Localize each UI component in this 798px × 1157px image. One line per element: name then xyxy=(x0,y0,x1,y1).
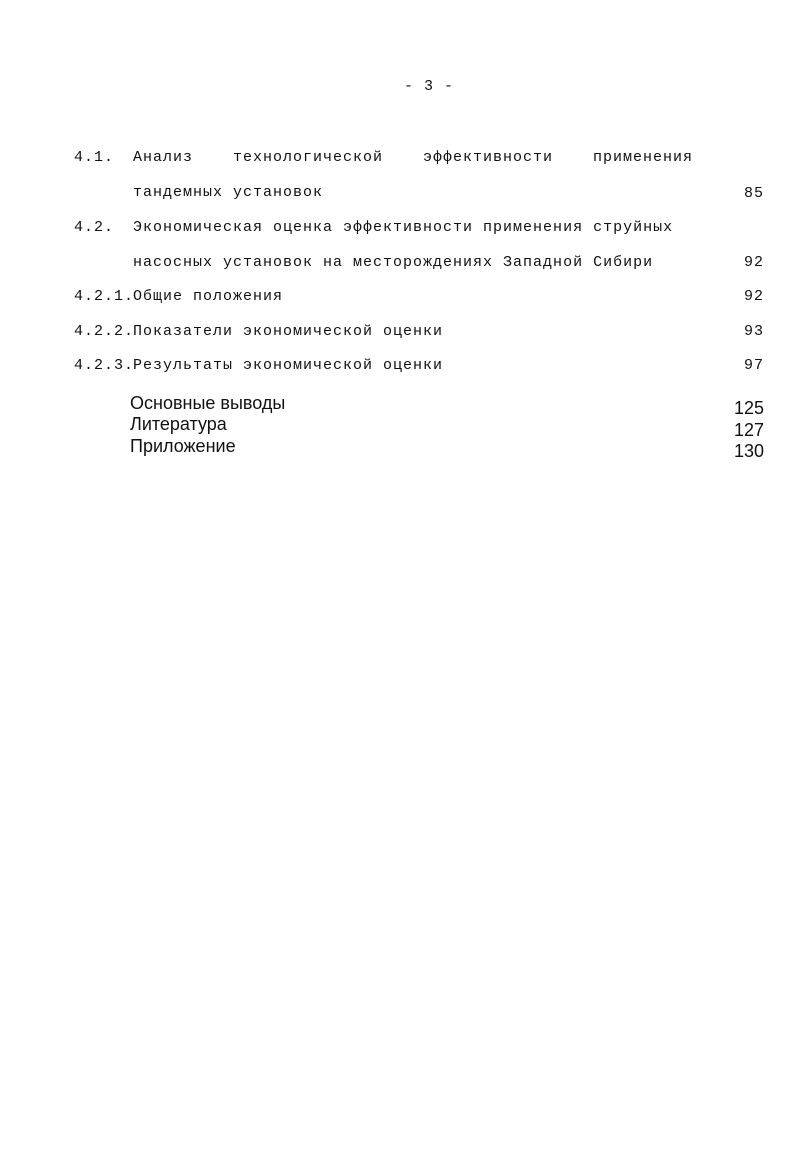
toc-entry-title-continued: тандемных установок xyxy=(133,184,324,201)
toc-entry-number: 4.2. xyxy=(74,219,115,236)
toc-page-ref: 127 xyxy=(733,420,764,440)
toc-entry-title: Экономическая оценка эффективности применения струйных xyxy=(133,219,674,236)
toc-entry-number: 4.1. xyxy=(74,149,115,166)
toc-page-ref: 130 xyxy=(733,441,764,461)
toc-entry-title: Результаты экономической оценки xyxy=(133,357,444,374)
toc-page-ref: 92 xyxy=(743,254,764,271)
toc-entry-number: 4.2.3. xyxy=(74,357,135,374)
toc-word: Анализ xyxy=(133,149,194,166)
toc-section-title: Литература xyxy=(130,414,227,434)
toc-page-ref: 97 xyxy=(743,357,764,374)
page-number: - 3 - xyxy=(404,78,455,95)
toc-section-title: Приложение xyxy=(130,436,236,456)
toc-page-ref: 85 xyxy=(743,185,764,202)
toc-word: эффективности xyxy=(422,149,554,166)
toc-entry-number: 4.2.2. xyxy=(74,323,135,340)
toc-entry-title-continued: насосных установок на месторождениях Западной Сибири xyxy=(133,254,654,271)
toc-entry-number: 4.2.1. xyxy=(74,288,135,305)
toc-section-title: Основные выводы xyxy=(130,393,286,413)
toc-entry-title: Общие положения xyxy=(133,288,284,305)
toc-entry-title: Показатели экономической оценки xyxy=(133,323,444,340)
toc-word: технологической xyxy=(232,149,384,166)
toc-page-ref: 125 xyxy=(733,398,764,418)
toc-entry-title xyxy=(133,149,693,166)
toc-word: применения xyxy=(592,149,693,166)
toc-page-ref: 92 xyxy=(743,288,764,305)
toc-page-ref: 93 xyxy=(743,323,764,340)
